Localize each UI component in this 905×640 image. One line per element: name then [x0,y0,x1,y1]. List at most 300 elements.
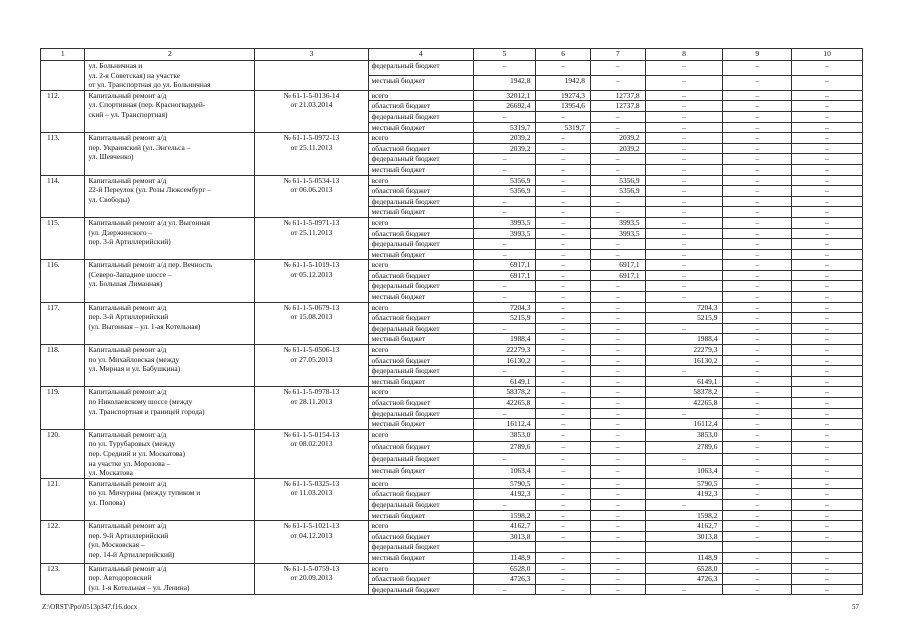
expertise-conclusion-line: от 21.03.2014 [290,100,333,110]
amount-cell: – [536,466,591,478]
expertise-conclusion [255,302,368,344]
amount-cell: – [792,398,863,409]
amount-cell: – [723,521,792,532]
table-row [41,133,863,144]
amount-cell: 42265,8 [645,398,723,409]
amount-cell: – [723,408,792,419]
amount-cell: – [723,454,792,466]
amount-cell: – [792,302,863,313]
amount-cell: 4192,3 [473,489,536,500]
funding-source: местный бюджет [368,292,473,303]
amount-cell: – [723,366,792,377]
object-name-line: (ул. Выгонная – ул. 1-ая Котельная) [88,321,201,331]
amount-cell: – [723,75,792,90]
amount-cell: – [792,122,863,133]
amount-cell: – [536,376,591,387]
amount-cell: – [723,552,792,563]
row-number: 123. [41,563,85,595]
object-name-line: на участке ул. Морозова – [88,458,171,468]
object-name-line: Капитальный ремонт а/д [88,90,167,100]
amount-cell: 58378,2 [473,387,536,398]
amount-cell: – [645,408,723,419]
amount-cell: – [590,466,645,478]
amount-cell: – [473,292,536,303]
amount-cell: – [723,133,792,144]
amount-cell: – [723,478,792,489]
amount-cell: – [645,175,723,186]
funding-source: местный бюджет [368,164,473,175]
funding-source: всего [368,302,473,313]
amount-cell: – [792,376,863,387]
column-header: 6 [536,49,591,61]
amount-cell: – [536,175,591,186]
amount-cell: 16112,4 [645,419,723,430]
expertise-conclusion-line: № 61-1-5-0972-13 [283,133,340,143]
amount-cell: 12737,8 [590,90,645,101]
amount-cell: – [590,419,645,430]
amount-cell: – [723,196,792,207]
funding-source: областной бюджет [368,228,473,239]
amount-cell: – [792,196,863,207]
amount-cell: – [590,249,645,260]
amount-cell: – [792,249,863,260]
funding-source: всего [368,563,473,574]
object-name-line: Капитальный ремонт а/д [88,387,167,397]
amount-cell: 26692,4 [473,101,536,112]
amount-cell: – [645,186,723,197]
amount-cell: – [723,387,792,398]
amount-cell: – [723,466,792,478]
amount-cell: – [792,531,863,542]
row-number: 115. [41,217,85,259]
funding-source: федеральный бюджет [368,196,473,207]
amount-cell: – [792,355,863,366]
amount-cell: – [645,323,723,334]
amount-cell: – [645,584,723,595]
amount-cell: 5790,5 [645,478,723,489]
budget-table [40,48,863,595]
amount-cell: 6917,1 [473,270,536,281]
amount-cell: – [536,313,591,324]
amount-cell: 6917,1 [590,260,645,271]
funding-source: федеральный бюджет [368,239,473,250]
object-name-line: пер. Автодоровский [88,573,152,583]
expertise-conclusion-line: от 11.03.2013 [290,488,333,498]
amount-cell: 5356,9 [473,175,536,186]
expertise-conclusion [255,429,368,478]
amount-cell: – [723,398,792,409]
amount-cell: – [723,186,792,197]
amount-cell: 16112,4 [473,419,536,430]
amount-cell: 3013,8 [645,531,723,542]
amount-cell: – [536,154,591,165]
object-name-line: пер. Средний и ул. Москатова) [88,448,186,458]
amount-cell: – [645,164,723,175]
amount-cell: – [536,454,591,466]
expertise-conclusion-line: № 61-1-5-0154-13 [283,429,340,439]
column-number-header-row [41,49,863,61]
amount-cell: 7204,3 [645,302,723,313]
column-header: 3 [255,49,368,61]
amount-cell: – [723,302,792,313]
amount-cell: – [792,61,863,76]
amount-cell: – [590,478,645,489]
amount-cell: – [792,454,863,466]
object-name-line: пер. 9-й Артиллерийский [88,530,169,540]
amount-cell: – [590,323,645,334]
column-header: 4 [368,49,473,61]
amount-cell: 3853,0 [473,429,536,441]
amount-cell: – [645,196,723,207]
amount-cell: – [792,292,863,303]
amount-cell: – [536,111,591,122]
object-name-line: 22-й Переулок (ул. Розы Люксембург – [88,185,212,195]
table-row [41,260,863,271]
row-number: 116. [41,260,85,302]
amount-cell: 22279,3 [473,345,536,356]
amount-cell: 5790,5 [473,478,536,489]
row-number [41,61,85,91]
amount-cell: – [536,355,591,366]
object-name [85,478,255,520]
amount-cell: – [645,249,723,260]
amount-cell: – [792,143,863,154]
object-name-line: ул. Транспортная и границей города) [88,406,205,416]
amount-cell: – [645,154,723,165]
amount-cell: – [590,334,645,345]
object-name-line: Капитальный ремонт а/д [88,345,167,355]
amount-cell: – [723,270,792,281]
amount-cell: – [590,521,645,532]
expertise-conclusion [255,521,368,563]
amount-cell: – [536,489,591,500]
amount-cell: 6917,1 [473,260,536,271]
row-number: 121. [41,478,85,520]
amount-cell: – [590,563,645,574]
amount-cell: – [723,281,792,292]
funding-source: областной бюджет [368,186,473,197]
amount-cell: – [723,239,792,250]
table-row [41,175,863,186]
amount-cell: 3993,5 [473,217,536,228]
amount-cell: – [590,345,645,356]
column-header: 1 [41,49,85,61]
amount-cell: – [590,111,645,122]
table-row [41,478,863,489]
expertise-conclusion-line: от 04.12.2013 [290,530,333,540]
table-row [41,302,863,313]
amount-cell: 22279,3 [645,345,723,356]
column-header: 10 [792,49,863,61]
amount-cell: – [590,281,645,292]
table-row [41,90,863,101]
expertise-conclusion-line: от 25.11.2013 [290,142,333,152]
amount-cell: – [792,387,863,398]
object-name-line: Капитальный ремонт а/д [88,133,167,143]
amount-cell: – [590,292,645,303]
amount-cell: – [792,154,863,165]
amount-cell: – [723,510,792,521]
object-name-line: ул. Попова) [88,497,126,507]
object-name-line: (ул. Московская – [88,540,145,550]
amount-cell: – [590,429,645,441]
amount-cell: 2789,6 [473,442,536,454]
amount-cell: – [590,302,645,313]
row-number: 120. [41,429,85,478]
amount-cell: 58378,2 [645,387,723,398]
amount-cell [792,542,863,553]
amount-cell: – [590,442,645,454]
expertise-conclusion [255,217,368,259]
amount-cell: – [536,228,591,239]
amount-cell: 4162,7 [645,521,723,532]
object-name-line: Капитальный ремонт а/д [88,429,167,439]
amount-cell: – [792,521,863,532]
amount-cell: – [792,478,863,489]
amount-cell: – [590,574,645,585]
amount-cell: – [792,429,863,441]
column-header: 2 [85,49,255,61]
object-name-line: ул. Больничная и [88,61,143,70]
amount-cell: – [590,154,645,165]
amount-cell: 2789,6 [645,442,723,454]
object-name-line: Капитальный ремонт а/д [88,563,167,573]
amount-cell: – [536,143,591,154]
row-number: 119. [41,387,85,429]
amount-cell: – [473,207,536,218]
amount-cell: – [536,398,591,409]
funding-source: местный бюджет [368,376,473,387]
funding-source: местный бюджет [368,419,473,430]
amount-cell: – [645,228,723,239]
amount-cell: – [473,154,536,165]
amount-cell: – [792,489,863,500]
funding-source: федеральный бюджет [368,61,473,76]
row-number: 118. [41,345,85,387]
amount-cell: 2039,2 [473,143,536,154]
expertise-conclusion-line: от 08.02.2013 [290,439,333,449]
amount-cell: – [536,207,591,218]
amount-cell: 4726,3 [473,574,536,585]
amount-cell: 4726,3 [645,574,723,585]
amount-cell: – [536,292,591,303]
funding-source: местный бюджет [368,249,473,260]
amount-cell: – [645,90,723,101]
amount-cell: 6149,1 [473,376,536,387]
funding-source: всего [368,260,473,271]
amount-cell: – [590,164,645,175]
amount-cell: – [723,531,792,542]
amount-cell: – [723,111,792,122]
amount-cell: 3993,5 [590,228,645,239]
expertise-conclusion-line: от 28.11.2013 [290,397,333,406]
amount-cell: – [536,186,591,197]
amount-cell: – [536,584,591,595]
amount-cell: – [473,408,536,419]
amount-cell: – [645,143,723,154]
object-name [85,345,255,387]
amount-cell [723,542,792,553]
row-number: 117. [41,302,85,344]
amount-cell: 32012,1 [473,90,536,101]
table-row [41,563,863,574]
amount-cell: 13954,6 [536,101,591,112]
amount-cell: – [792,313,863,324]
object-name-line: (ул. 1-я Котельная – ул. Ленина) [88,582,190,592]
funding-source: областной бюджет [368,101,473,112]
amount-cell: – [723,376,792,387]
amount-cell: – [590,552,645,563]
amount-cell: – [792,408,863,419]
amount-cell: – [645,454,723,466]
table-row [41,345,863,356]
amount-cell: 7204,3 [473,302,536,313]
amount-cell: – [792,217,863,228]
amount-cell: – [792,334,863,345]
row-number: 113. [41,133,85,175]
amount-cell: – [792,260,863,271]
expertise-conclusion-line: от 06.06.2013 [290,185,333,195]
object-name [85,563,255,595]
amount-cell: 6528,0 [645,563,723,574]
amount-cell: 2039,2 [590,133,645,144]
expertise-conclusion-line: № 61-1-5-0506-13 [283,345,340,355]
amount-cell: – [792,90,863,101]
funding-source: местный бюджет [368,334,473,345]
funding-source: всего [368,217,473,228]
amount-cell: – [723,164,792,175]
amount-cell: – [723,499,792,510]
object-name-line: Капитальный ремонт а/д ул. Выгонная [88,217,210,227]
amount-cell: – [723,563,792,574]
amount-cell: – [792,574,863,585]
expertise-conclusion-line: от 25.11.2013 [290,227,333,237]
amount-cell: 5215,9 [645,313,723,324]
expertise-conclusion [255,345,368,387]
amount-cell: – [792,111,863,122]
amount-cell: – [590,454,645,466]
amount-cell [536,542,591,553]
expertise-conclusion [255,260,368,302]
amount-cell: – [473,366,536,377]
amount-cell: – [645,281,723,292]
expertise-conclusion-line: № 61-1-5-0978-13 [283,387,340,397]
amount-cell: – [473,196,536,207]
amount-cell: 1942,8 [473,75,536,90]
object-name-line: Капитальный ремонт а/д пер. Вечность [88,260,213,270]
amount-cell: – [536,499,591,510]
amount-cell: 1148,9 [473,552,536,563]
object-name-line: Капитальный ремонт а/д [88,302,167,312]
object-name [85,175,255,217]
amount-cell: – [792,133,863,144]
amount-cell: – [536,334,591,345]
amount-cell: 1148,9 [645,552,723,563]
amount-cell: – [590,398,645,409]
amount-cell: – [723,90,792,101]
row-number: 112. [41,90,85,132]
funding-source: федеральный бюджет [368,154,473,165]
amount-cell: – [536,387,591,398]
amount-cell: – [792,101,863,112]
amount-cell: – [473,281,536,292]
amount-cell: – [536,239,591,250]
amount-cell: – [473,111,536,122]
expertise-conclusion [255,90,368,132]
amount-cell: 5356,9 [473,186,536,197]
amount-cell: 3993,5 [473,228,536,239]
amount-cell [590,542,645,553]
amount-cell: – [792,164,863,175]
amount-cell: – [536,281,591,292]
amount-cell: – [473,164,536,175]
object-name [85,521,255,563]
table-row [41,387,863,398]
row-number: 114. [41,175,85,217]
funding-source: областной бюджет [368,442,473,454]
amount-cell: 5356,9 [590,186,645,197]
amount-cell: – [590,584,645,595]
funding-source: местный бюджет [368,510,473,521]
amount-cell: – [645,207,723,218]
amount-cell: – [645,499,723,510]
object-name [85,387,255,429]
funding-source: всего [368,90,473,101]
amount-cell: – [536,270,591,281]
amount-cell: – [590,355,645,366]
object-name [85,302,255,344]
funding-source: областной бюджет [368,355,473,366]
amount-cell: – [536,510,591,521]
expertise-conclusion-line: № 61-1-5-0971-13 [283,217,340,227]
amount-cell: – [536,133,591,144]
amount-cell: – [723,429,792,441]
amount-cell: – [473,323,536,334]
table-row [41,521,863,532]
funding-source: местный бюджет [368,122,473,133]
amount-cell: 6528,0 [473,563,536,574]
funding-source: местный бюджет [368,75,473,90]
expertise-conclusion-line: от 05.12.2013 [290,269,333,279]
amount-cell: 6149,1 [645,376,723,387]
object-name-line: от ул. Транспортная до ул. Больничная [88,80,211,90]
amount-cell: – [792,75,863,90]
funding-source: областной бюджет [368,489,473,500]
amount-cell: – [723,323,792,334]
object-name-line: пер. Украинский (ул. Энгельса – [88,142,191,152]
amount-cell: – [645,111,723,122]
amount-cell: – [536,574,591,585]
amount-cell: – [792,419,863,430]
funding-source: всего [368,345,473,356]
funding-source: областной бюджет [368,574,473,585]
amount-cell: – [792,239,863,250]
row-number: 122. [41,521,85,563]
amount-cell: – [792,345,863,356]
object-name-line: по ул. Турубаровых (между [88,439,176,449]
amount-cell: 4162,7 [473,521,536,532]
amount-cell: – [792,270,863,281]
funding-source: областной бюджет [368,143,473,154]
expertise-conclusion [255,387,368,429]
amount-cell: – [723,61,792,76]
amount-cell: – [792,510,863,521]
funding-source: местный бюджет [368,466,473,478]
funding-source: федеральный бюджет [368,408,473,419]
amount-cell: – [723,584,792,595]
funding-source: федеральный бюджет [368,454,473,466]
column-header: 5 [473,49,536,61]
